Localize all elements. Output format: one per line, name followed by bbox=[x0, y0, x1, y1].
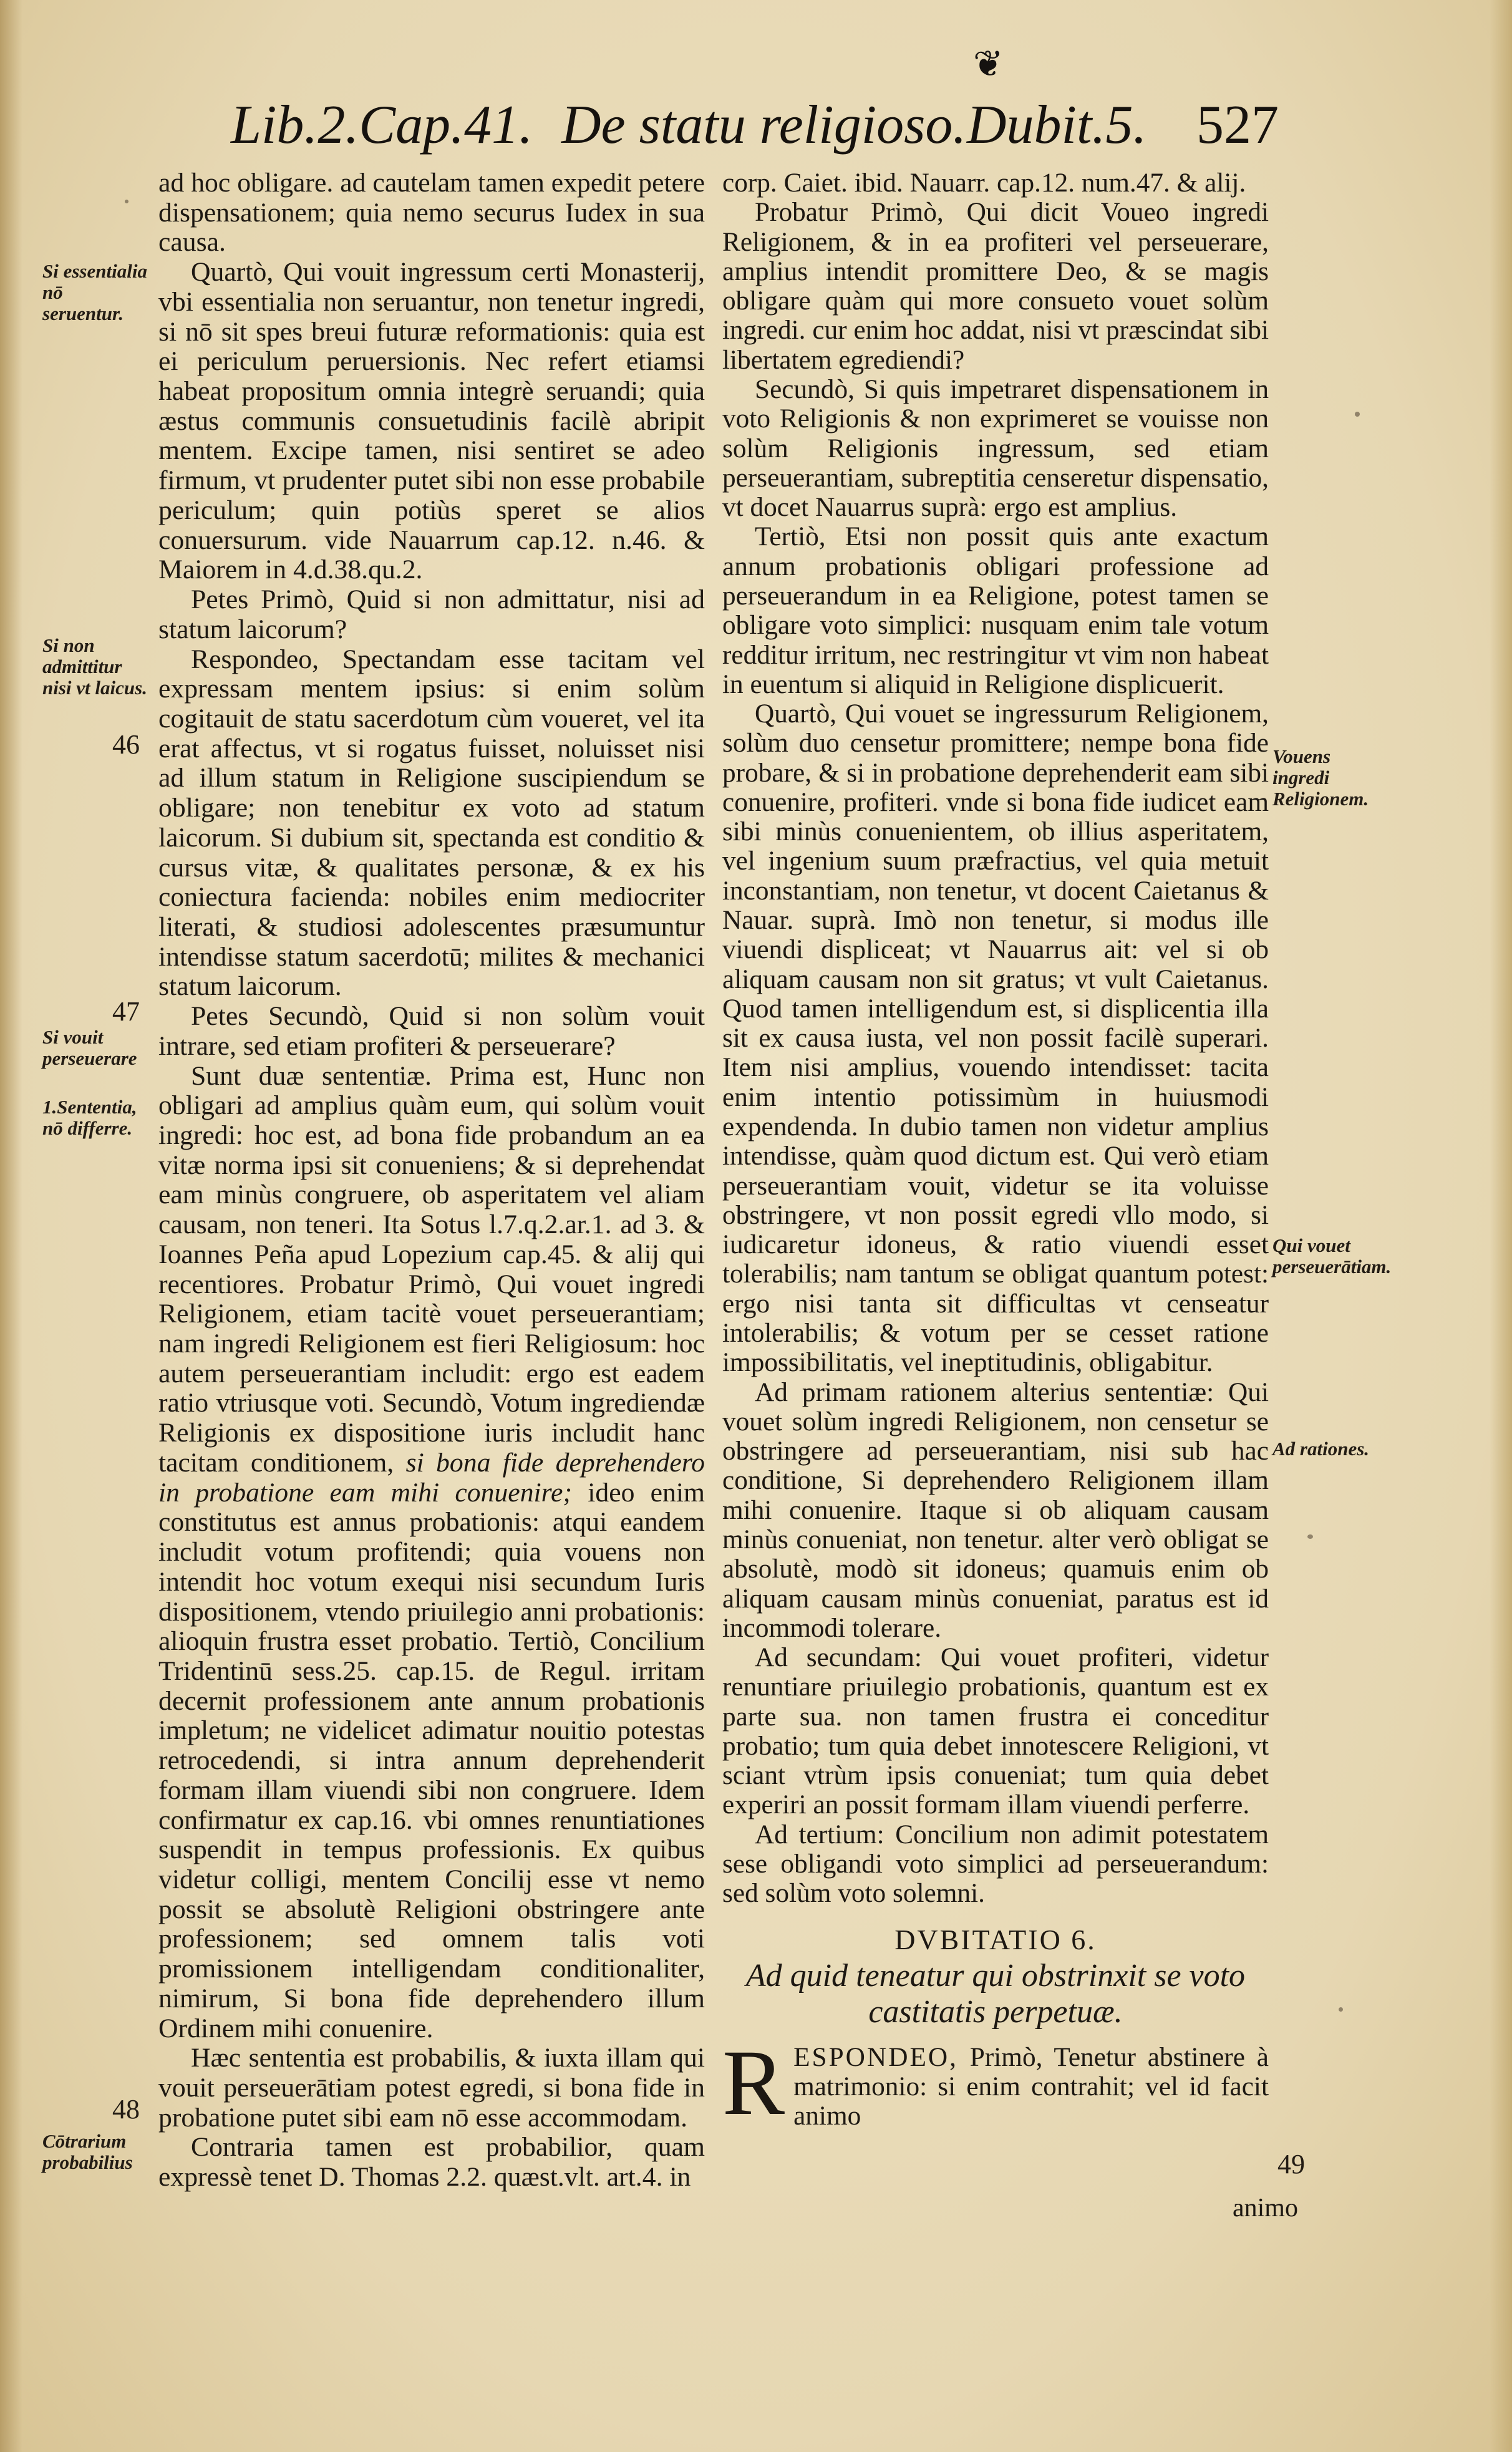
paragraph-text: Tertiò, Etsi non possit quis ante exactum annum probationis obligari professione ad perseuerandum in ea Religione, potest tamen se obligare voto simplici: nusquam enim tale votum redditur irritum, nec restringitur vt vim non habeat in euentum si aliquid in Religione displicuerit. bbox=[722, 521, 1269, 699]
margin-number-49: 49 bbox=[1277, 2149, 1305, 2179]
left-paragraph bbox=[158, 1002, 705, 1061]
paragraph-text: Ad tertium: Concilium non adimit potestatem sese obligandi voto simplici ad perseuerandum: sed solùm voto solemni. bbox=[722, 1819, 1269, 1909]
left-paragraph bbox=[158, 2043, 705, 2133]
paragraph-text: Contraria tamen est probabilior, quam expressè tenet D. Thomas 2.2. quæst.vlt. art.4. in bbox=[158, 2132, 705, 2193]
paper-speck bbox=[1355, 412, 1360, 417]
running-head-chapter: Lib.2.Cap.41. bbox=[231, 95, 533, 155]
paper-speck bbox=[1307, 1534, 1313, 1539]
paragraph-text: corp. Caiet. ibid. Nauarr. cap.12. num.47. & alij. bbox=[722, 168, 1246, 198]
folio-number: 527 bbox=[1196, 95, 1279, 155]
right-paragraph bbox=[722, 1643, 1269, 1820]
right-paragraph bbox=[722, 1820, 1269, 1909]
running-head-title: De statu religioso. bbox=[561, 95, 967, 155]
paragraph-text: Ad primam rationem alterius sententiæ: Qui vouet solùm ingredi Religionem, non censetur se obstringere ad perseuerantiam, nisi sub hac conditione, Si deprehendero Religionem illam mihi conuenire. Itaque si ob aliquam causam minùs conueniat, non tenetur. alter verò obligat se absolutè, modò sit idoneus; quamuis enim ob aliquam causam minùs conueniat, paratus est id incommodi tolerare. bbox=[722, 1377, 1269, 1643]
paragraph-text: ad hoc obligare. ad cautelam tamen expedit petere dispensationem; quia nemo securus Iudex in sua causa. bbox=[158, 168, 705, 258]
left-paragraph bbox=[158, 2133, 705, 2192]
running-head-dubitatio: Dubit.5. bbox=[967, 95, 1147, 155]
margin-note-right-vouens: Vouens ingredi Religionem. bbox=[1272, 745, 1369, 810]
left-paragraph bbox=[158, 168, 705, 258]
paper-speck bbox=[125, 200, 128, 203]
margin-note-left-essentialia: Si essentialia nō seruentur. bbox=[42, 260, 147, 324]
left-paragraph bbox=[158, 1062, 705, 2044]
right-paragraphs bbox=[722, 168, 1269, 1909]
right-paragraph bbox=[722, 375, 1269, 522]
margin-note-right-perseuerantiam: Qui vouet perseuerātiam. bbox=[1272, 1234, 1392, 1277]
left-paragraph bbox=[158, 585, 705, 644]
running-head bbox=[231, 94, 1279, 162]
right-paragraph bbox=[722, 168, 1269, 198]
left-paragraph bbox=[158, 258, 705, 585]
paper-speck bbox=[1339, 2007, 1343, 2012]
paragraph-text: Sunt duæ sententiæ. Prima est, Hunc non obligari ad amplius quàm eum, qui solùm vouit ingredi: hoc est, ad bona fide probandum an ea vitæ norma ipsi sit conueniens; & si deprehendat eam minùs congruere, ob asperitatem vel aliam causam, non teneri. Ita Sotus l.7.q.2.ar.1. ad 3. & Ioannes Peña apud Lopezium cap.45. & alij qui recentiores. Probatur Primò, Qui vouet ingredi Religionem, etiam tacitè vouet perseuerantiam; nam ingredi Religionem est fieri Religiosum: hoc autem perseuerantiam includit: ergo est eadem ratio vtriusque voti. Secundò, Votum ingrediendæ Religionis ex dispositione iuris includit hanc tacitam conditionem, bbox=[158, 1060, 705, 1478]
margin-number-46: 46 bbox=[112, 729, 140, 760]
margin-number-47: 47 bbox=[112, 996, 140, 1027]
printer-ornament-icon: ❦ bbox=[973, 42, 1004, 85]
section-question: Ad quid teneatur qui obstrinxit se voto castitatis perpetuæ. bbox=[745, 1957, 1246, 2030]
respondeo-word: ESPONDEO, bbox=[793, 2042, 959, 2072]
right-text-column bbox=[722, 168, 1269, 2135]
paragraph-italic-text: si bona fide deprehendero in probatione eam mihi conuenire; bbox=[158, 1447, 705, 1508]
margin-number-48: 48 bbox=[112, 2094, 140, 2125]
margin-note-right-rationes: Ad rationes. bbox=[1272, 1438, 1370, 1460]
right-paragraph bbox=[722, 699, 1269, 1377]
paragraph-text: Petes Secundò, Quid si non solùm vouit intrare, sed etiam profiteri & perseuerare? bbox=[158, 1001, 705, 1061]
paragraph-text: Respondeo, Spectandam esse tacitam vel expressam mentem ipsius: si enim solùm cogitauit de statu sacerdotum cùm voueret, vel ita erat affectus, vt si rogatus fuisset, noluisset nisi ad illum statum in Religione suscipiendum se obligare; non tenebitur ex voto ad statum laicorum. Si dubium sit, spectanda est conditio & cursus vitæ, & qualitates personæ, & ex his coniectura facienda: nobiles enim mediocriter literati, & studiosi adolescentes præsumuntur intendisse statum sacerdotū; milites & mechanici statum laicorum. bbox=[158, 644, 705, 1002]
margin-note-left-contrarium: Cōtrarium probabilius bbox=[42, 2130, 133, 2173]
page-edge-shadow bbox=[1490, 0, 1512, 2452]
catchword: animo bbox=[1233, 2194, 1298, 2222]
paragraph-text: Ad secundam: Qui vouet profiteri, videtur renuntiare priuilegio probationis, quantum est ex parte sua. non tamen frustra ei conceditur probatio; tum quia debet innotescere Religioni, vt sciant vtrùm ipsis conueniat; tum quia debet experiri an possit formam illam viuendi perferre. bbox=[722, 1642, 1269, 1820]
paragraph-text: Quartò, Qui vouit ingressum certi Monasterij, vbi essentialia non seruantur, non tenetur ingredi, si nō sit spes breui futuræ reformationis: quia est ei periculum peruersionis. Nec refert etiamsi habeat propositum omnia integrè seruandi; quia æstus communis consuetudinis facilè abripit mentem. Excipe tamen, nisi sentiret se adeo firmum, vt prudenter putet sibi non esse probabile periculum; quin potiùs speret se alios conuersurum. vide Nauarrum cap.12. n.46. & Maiorem in 4.d.38.qu.2. bbox=[158, 257, 705, 585]
paragraph-text: Quartò, Qui vouet se ingressurum Religionem, solùm duo censetur promittere; nempe bona fide probare, & si in probatione deprehenderit eam sibi conuenire, profiteri. vnde si bona fide iudicet eam sibi minùs conuenientem, ob illius asperitatem, vel ingenium suum præfractius, vel quia metuit inconstantiam, non tenetur, vt docent Caietanus & Nauar. suprà. Imò non tenetur, si modus ille viuendi displiceat; vt Nauarrus ait: vel si ob aliquam causam non sit gratus; vt vult Caietanus. Quod tamen intelligendum est, si displicentia illa sit ex causa iusta, vel non possit facilè superari. Item nisi amplius, vouendo intendisset: tacita enim intentio potissimùm in huiusmodi expendenda. In dubio tamen non videtur amplius intendisse, quàm quod dictum est. Qui verò etiam perseuerantiam vouit, videtur se ita voluisse obstringere, vt non possit egredi vllo modo, si iudicaretur idoneus, & ratio viuendi esset tolerabilis; nam tantum se obligat quantum potest: ergo nisi tanta sit difficultas vt censeatur intolerabilis; & votum per se cesset ratione impossibilitatis, vel ineptitudinis, obligabitur. bbox=[722, 699, 1269, 1378]
section-opening-paragraph bbox=[722, 2030, 1269, 2135]
page-gutter-shadow bbox=[0, 0, 22, 2452]
margin-note-left-laicus: Si non admittitur nisi vt laicus. bbox=[42, 634, 147, 699]
section-opening-text: Primò, Tenetur abstinere à matrimonio: si enim contrahit; vel id facit animo bbox=[793, 2042, 1269, 2131]
paragraph-text: Petes Primò, Quid si non admittatur, nisi ad statum laicorum? bbox=[158, 584, 705, 644]
right-paragraph bbox=[722, 198, 1269, 375]
paragraph-text-cont: ideo enim constitutus est annus probationis: atqui eandem includit votum profitendi; quia vouens non intendit hoc votum exequi nisi secundum Iuris dispositionem, vtendo priuilegio anni probationis: alioquin frustra esset probatio. Tertiò, Concilium Tridentinū sess.25. cap.15. de Regul. irritam decernit professionem ante annum probationis impletum; ne videlicet adimatur nouitio potestas retrocedendi, si intra annum deprehenderit formam illam viuendi sibi non congruere. Idem confirmatur ex cap.16. vbi omnes renuntiationes suspendit in tempus professionis. Ex quibus videtur colligi, mentem Concilij esse vt nemo possit se absolutè Religioni obstringere ante professionem; sed omnem talis voti promissionem intelligendam conditionaliter, nimirum, Si bona fide deprehendero illum Ordinem mihi conuenire. bbox=[158, 1477, 705, 2043]
paragraph-text: Probatur Primò, Qui dicit Voueo ingredi Religionem, & in ea profiteri vel perseuerare, amplius intendit promittere Deo, & se magis obligare quàm qui more consueto vouet solùm ingredi. cur enim hoc addat, nisi vt præscindat sibi libertatem egrediendi? bbox=[722, 197, 1269, 375]
right-paragraph bbox=[722, 1378, 1269, 1644]
right-paragraph bbox=[722, 522, 1269, 699]
left-paragraph bbox=[158, 645, 705, 1002]
drop-capital: R bbox=[722, 2030, 785, 2135]
left-text-column bbox=[158, 168, 705, 2193]
margin-note-left-sententia: 1.Sententia, nō differre. bbox=[42, 1096, 137, 1139]
section-heading: DVBITATIO 6. bbox=[894, 1923, 1097, 1955]
margin-note-left-perseuerare: Si vouit perseuerare bbox=[42, 1026, 137, 1069]
paragraph-text: Secundò, Si quis impetraret dispensationem in voto Religionis & non exprimeret se vouisse non solùm Religionis ingressum, sed etiam perseuerantiam, subreptitia censeretur dispensatio, vt docet Nauarrus suprà: ergo est amplius. bbox=[722, 374, 1269, 523]
paragraph-text: Hæc sententia est probabilis, & iuxta illam qui vouit perseuerātiam potest egredi, si bona fide in probatione putet sibi eam nō esse accommodam. bbox=[158, 2043, 705, 2133]
